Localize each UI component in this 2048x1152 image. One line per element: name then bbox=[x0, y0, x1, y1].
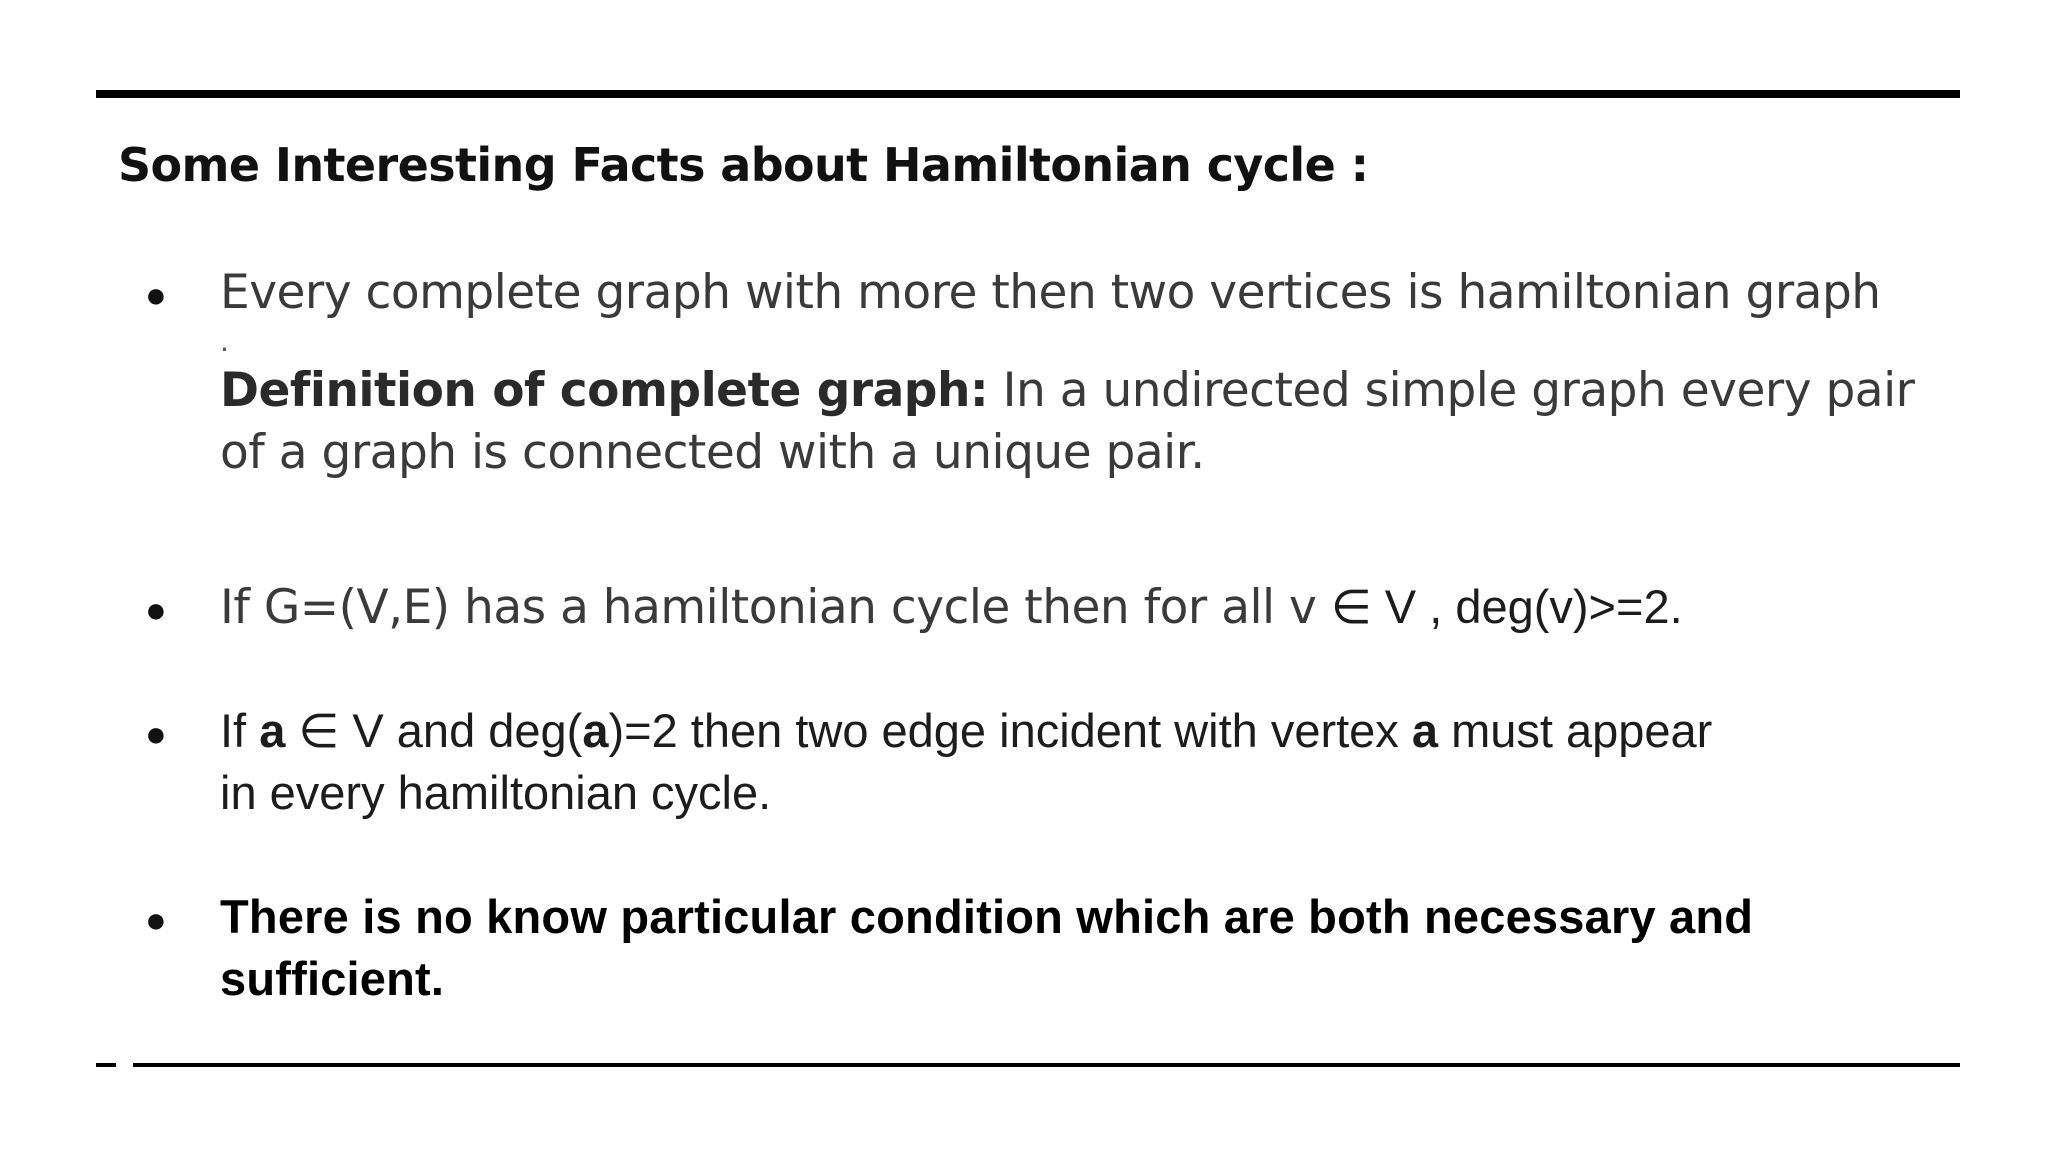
item-3-line-2: in every hamiltonian cycle. bbox=[220, 766, 772, 819]
list-item-2 bbox=[220, 576, 1940, 650]
item-3-text: must appear bbox=[1438, 704, 1713, 757]
bullet-icon: ● bbox=[145, 274, 167, 315]
item-3-text: )=2 then two edge incident with vertex bbox=[608, 704, 1412, 757]
list-item-4 bbox=[220, 886, 1940, 1010]
item-2-text-b: ∈ V , deg(v)>=2. bbox=[1330, 580, 1683, 633]
item-1-dot: . bbox=[220, 325, 229, 358]
item-4-line: There is no know particular condition which are both necessary and bbox=[220, 890, 1754, 943]
item-3-text: If bbox=[220, 704, 260, 757]
item-1-line: Every complete graph with more then two vertices is hamiltonian graph bbox=[220, 265, 1881, 320]
bottom-divider-fragment bbox=[96, 1063, 116, 1067]
vertex-a: a bbox=[582, 704, 609, 757]
list-item-3 bbox=[220, 700, 1940, 824]
item-1-definition bbox=[220, 360, 1940, 422]
vertex-a: a bbox=[259, 704, 286, 757]
bullet-icon: ● bbox=[145, 899, 167, 940]
item-4-line-2: sufficient. bbox=[220, 952, 445, 1005]
item-3-text: ∈ V and deg( bbox=[285, 704, 583, 757]
bullet-icon: ● bbox=[145, 589, 167, 630]
bullet-icon: ● bbox=[145, 713, 167, 754]
page-title: Some Interesting Facts about Hamiltonian cycle : bbox=[118, 138, 1369, 192]
top-divider bbox=[96, 90, 1960, 98]
vertex-a: a bbox=[1411, 704, 1439, 757]
definition-text: In a undirected simple graph every pair bbox=[988, 363, 1915, 418]
item-2-text-a: If G=(V,E) has a hamiltonian cycle then for all v bbox=[220, 580, 1331, 635]
definition-text-continued: of a graph is connected with a unique pair. bbox=[220, 425, 1205, 480]
item-3-line bbox=[220, 700, 1940, 762]
bottom-divider bbox=[133, 1063, 1960, 1067]
list-item-1 bbox=[220, 262, 1940, 484]
definition-label: Definition of complete graph: bbox=[220, 363, 989, 418]
